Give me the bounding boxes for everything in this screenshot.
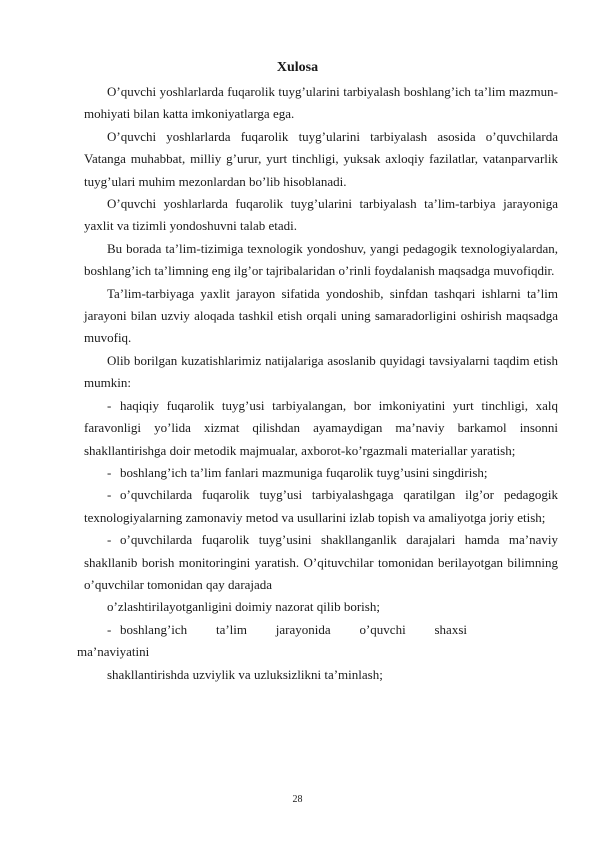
list-dash: - bbox=[107, 487, 112, 503]
continuation-line: o’zlashtirilayotganligini doimiy nazorat qilib borish; bbox=[107, 599, 380, 615]
list-item-split bbox=[84, 619, 467, 641]
paragraph-5: Ta’lim-tarbiyaga yaxlit jarayon sifatida yondoshib, sinfdan tashqari ishlarni ta’lim jarayoni bilan uzviy aloqada tashkil etish orqali uning samaradorligini oshirish maqsadga muvofiq. bbox=[84, 285, 558, 346]
list-dash: - bbox=[107, 464, 112, 480]
list-dash: - bbox=[107, 532, 112, 548]
list-item bbox=[84, 484, 558, 529]
word: ta’lim bbox=[215, 621, 247, 637]
overflow-line: ma’naviyatini bbox=[77, 644, 150, 660]
list-dash: - bbox=[107, 397, 112, 413]
list-item-text: haqiqiy fuqarolik tuyg’usi tarbiyalangan, bor imkoniyatini yurt tinchligi, xalq faravonligi yo’lida xizmat qilishdan ayamaydigan ma’naviy barkamol insonni shakllantirishga doir metodik majmualar, axborot-ko’rgazmali materiallar yaratish; bbox=[84, 397, 558, 458]
paragraph-3: O’quvchi yoshlarlarda fuqarolik tuyg’ularini tarbiyalash ta’lim-tarbiya jarayoniga yaxlit va tizimli yondoshuvni talab etadi. bbox=[84, 196, 558, 234]
list-item bbox=[84, 395, 558, 462]
word: shaxsi bbox=[434, 621, 467, 637]
paragraph-4: Bu borada ta’lim-tizimiga texnologik yondoshuv, yangi pedagogik texnologiyalardan, boshlang’ich ta’limning eng ilg’or tajribalaridan o’rinli foydalanish maqsadga muvofiqdir. bbox=[84, 240, 558, 279]
list-item bbox=[84, 462, 558, 484]
list-item bbox=[84, 529, 558, 596]
list-item-text: o’quvchilarda fuqarolik tuyg’usini shakllanganlik darajalari hamda ma’naviy shakllanib borish monitoringini yaratish. O’qituvchilar tomonidan berilayotgan bilimning o’quvchilar tomonidan qay darajada bbox=[84, 532, 558, 592]
word: o’quvchi bbox=[359, 621, 406, 637]
list-item-text: boshlang’ich ta’lim fanlari mazmuniga fuqarolik tuyg’usini singdirish; bbox=[120, 464, 488, 480]
list-item-text: o’quvchilarda fuqarolik tuyg’usi tarbiyalashgaga qaratilgan ilg’or pedagogik texnologiyalarning zamonaviy metod va usullarini izlab topish va amaliyotga joriy etish; bbox=[84, 487, 558, 525]
word: jarayonida bbox=[275, 621, 331, 637]
final-line: shakllantirishda uzviylik va uzluksizlikni ta’minlash; bbox=[107, 666, 383, 682]
page-title: Xulosa bbox=[276, 60, 319, 75]
list-dash: - bbox=[107, 621, 112, 637]
body-text bbox=[77, 81, 558, 686]
word: boshlang’ich bbox=[120, 621, 188, 637]
paragraph-2: O’quvchi yoshlarlarda fuqarolik tuyg’ularini tarbiyalash asosida o’quvchilarda Vatanga muhabbat, milliy g’urur, yurt tinchligi, yuksak axloqiy fazilatlar, vatanparvarlik tuyg’ulari muhim mezonlardan bo’lib hisoblanadi. bbox=[84, 128, 558, 189]
page-number: 28 bbox=[292, 794, 303, 805]
paragraph-1: O’quvchi yoshlarlarda fuqarolik tuyg’ularini tarbiyalash boshlang’ich ta’lim mazmun-mohiyati bilan katta imkoniyatlarga ega. bbox=[84, 84, 558, 122]
paragraph-6: Olib borilgan kuzatishlarimiz natijalariga asoslanib quyidagi tavsiyalarni taqdim etish mumkin: bbox=[84, 352, 558, 391]
